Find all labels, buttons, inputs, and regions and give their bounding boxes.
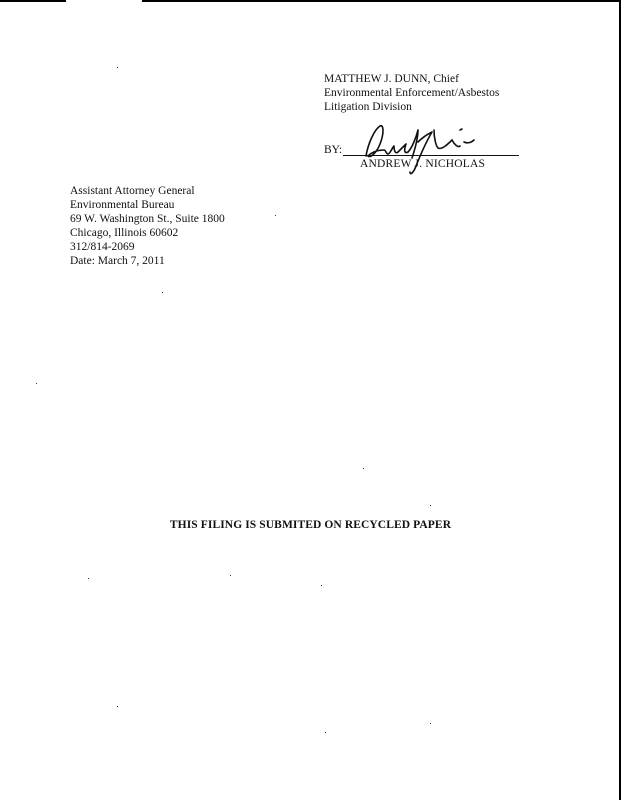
signatory-division-cont: Litigation Division [324,101,412,113]
scan-speck [321,585,322,586]
scan-speck [275,215,276,216]
signatory-name-title: MATTHEW J. DUNN, Chief [324,73,459,85]
attorney-title: Assistant Attorney General [70,185,195,197]
signature-block [324,72,499,114]
handwritten-signature-icon [360,120,480,176]
attorney-contact-block [70,184,225,268]
scan-speck [325,732,326,733]
phone-number: 312/814-2069 [70,241,135,253]
scan-speck [88,578,89,579]
signer-name: ANDREW J. NICHOLAS [360,158,486,170]
scan-speck [117,706,118,707]
scan-speck [162,292,163,293]
filing-date: Date: March 7, 2011 [70,255,165,267]
street-address: 69 W. Washington St., Suite 1800 [70,213,225,225]
top-edge-rule [0,0,66,2]
by-label: BY: [324,144,343,156]
scan-speck [36,383,37,384]
signatory-division: Environmental Enforcement/Asbestos [324,87,500,99]
recycled-paper-notice: THIS FILING IS SUBMITED ON RECYCLED PAPER [169,519,452,531]
scan-speck [117,67,118,68]
top-edge-rule [142,0,621,2]
scan-speck [430,723,431,724]
scan-speck [430,505,431,506]
bureau-name: Environmental Bureau [70,199,175,211]
city-state-zip: Chicago, Illinois 60602 [70,227,179,239]
scan-speck [363,468,364,469]
scan-speck [230,575,231,576]
